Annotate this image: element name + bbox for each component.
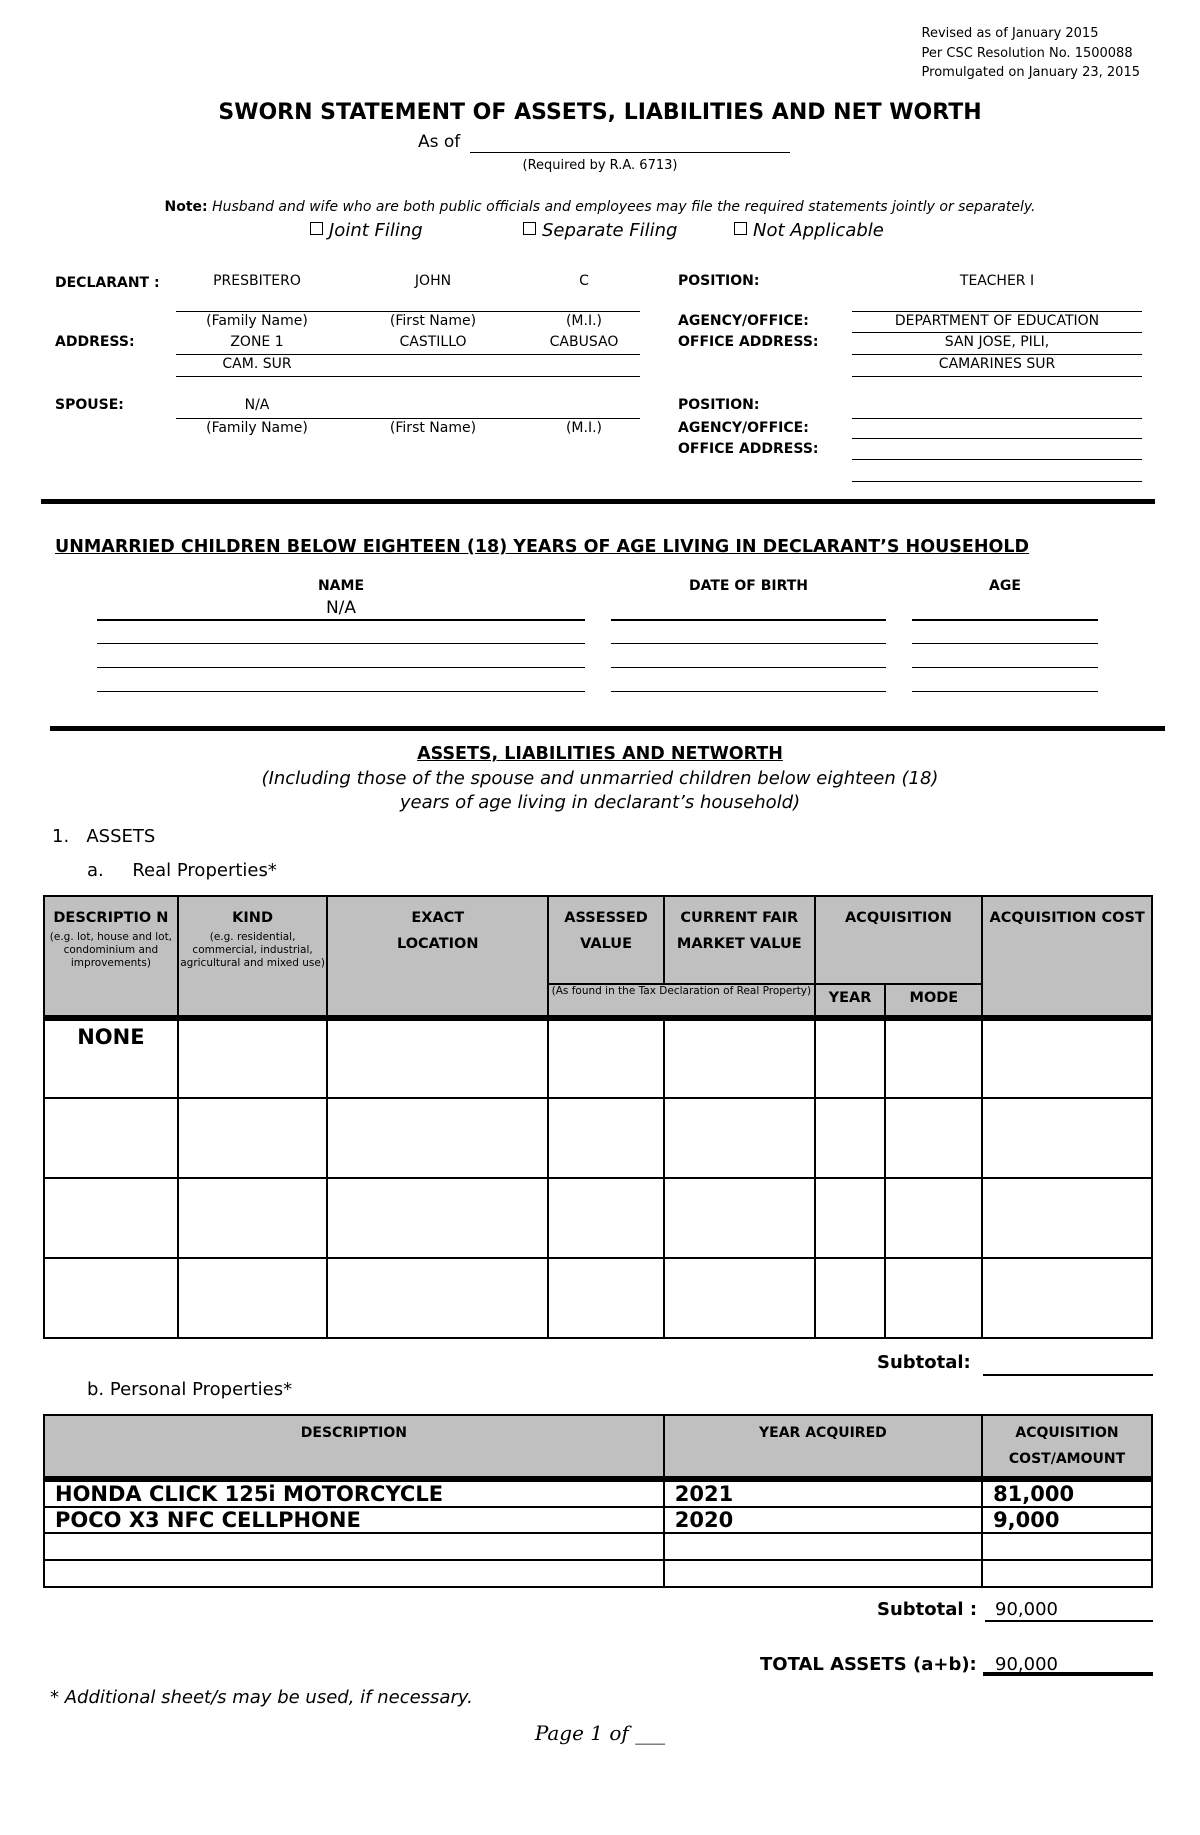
table-cell[interactable] [664, 1258, 815, 1338]
personal-properties-table [43, 1414, 1153, 1588]
personal-description-cell[interactable]: HONDA CLICK 125i MOTORCYCLE [44, 1479, 664, 1507]
child-name-line[interactable] [97, 667, 585, 668]
declarant-first-name[interactable]: JOHN [414, 273, 452, 289]
position-value[interactable]: TEACHER I [959, 273, 1035, 289]
personal-cost-cell[interactable]: 81,000 [982, 1479, 1152, 1507]
alnw-subtitle-2: years of age living in declarant’s household) [399, 792, 801, 813]
table-cell[interactable] [815, 1258, 886, 1338]
child-age-line[interactable] [912, 643, 1098, 644]
table-cell[interactable] [327, 1258, 548, 1338]
th-description-note: (e.g. lot, house and lot, condominium and improvements) [49, 931, 173, 969]
table-cell[interactable] [178, 1178, 328, 1258]
th-personal-description: DESCRIPTION [44, 1415, 664, 1479]
child-age-line[interactable] [912, 667, 1098, 668]
table-cell[interactable] [815, 1018, 886, 1098]
child-dob-line[interactable] [611, 667, 886, 668]
personal-description-cell[interactable]: POCO X3 NFC CELLPHONE [44, 1507, 664, 1533]
note-text: Husband and wife who are both public officials and employees may file the required statements jointly or separately. [212, 199, 1036, 215]
table-row [44, 1018, 1152, 1098]
as-of-label: As of [418, 132, 461, 152]
address-line-1 [176, 354, 640, 355]
table-cell[interactable] [982, 1018, 1152, 1098]
spouse-position-label: POSITION: [678, 397, 760, 413]
personal-properties-heading: b. Personal Properties* [87, 1379, 293, 1400]
children-heading: UNMARRIED CHILDREN BELOW EIGHTEEN (18) YEARS OF AGE LIVING IN DECLARANT’S HOUSEHOLD [55, 537, 1030, 557]
child-name-line[interactable] [97, 619, 585, 621]
address-line-1-part-1[interactable]: ZONE 1 [230, 334, 284, 350]
personal-year-cell[interactable]: 2020 [664, 1507, 982, 1533]
th-market: CURRENT FAIR MARKET VALUE [664, 896, 815, 984]
checkbox-icon [734, 222, 747, 235]
table-row [44, 1533, 1152, 1560]
th-personal-cost: ACQUISITION COST/AMOUNT [982, 1415, 1152, 1479]
personal-year-cell[interactable]: 2021 [664, 1479, 982, 1507]
table-row [44, 1507, 1152, 1533]
table-row [44, 1560, 1152, 1587]
form-title: SWORN STATEMENT OF ASSETS, LIABILITIES AND NET WORTH [218, 100, 982, 125]
separate-filing-label: Separate Filing [542, 220, 678, 241]
table-cell[interactable] [664, 1018, 815, 1098]
address-line-1-part-2[interactable]: CASTILLO [399, 334, 467, 350]
office-address-label: OFFICE ADDRESS: [678, 334, 819, 350]
real-properties-heading: a. Real Properties* [87, 860, 277, 881]
table-cell[interactable] [327, 1018, 548, 1098]
th-value-note-text: (As found in the Tax Declaration of Real Property) [551, 985, 812, 997]
child-dob-line[interactable] [611, 691, 886, 692]
th-description-label: DESCRIPTIO N [53, 910, 169, 926]
th-cost: ACQUISITION COST [982, 896, 1152, 1018]
table-cell[interactable] [982, 1178, 1152, 1258]
spouse-mi-caption: (M.I.) [565, 420, 603, 436]
table-cell[interactable] [327, 1098, 548, 1178]
as-of-field[interactable] [470, 152, 790, 153]
child-age-line[interactable] [912, 691, 1098, 692]
spouse-label: SPOUSE: [55, 397, 124, 413]
table-cell[interactable] [44, 1098, 178, 1178]
family-name-caption: (Family Name) [206, 313, 308, 329]
table-cell[interactable] [178, 1258, 328, 1338]
child-dob-line[interactable] [611, 643, 886, 644]
spouse-name-line [176, 418, 640, 419]
spouse-office-address-label: OFFICE ADDRESS: [678, 441, 819, 457]
table-cell[interactable] [664, 1098, 815, 1178]
address-label: ADDRESS: [55, 334, 135, 350]
spouse-office-address-field-2[interactable] [852, 481, 1142, 482]
agency-label: AGENCY/OFFICE: [678, 313, 809, 329]
personal-cost-cell[interactable] [982, 1533, 1152, 1560]
children-name-value[interactable]: N/A [325, 598, 357, 618]
revision-info [922, 24, 1140, 83]
not-applicable-checkbox[interactable] [734, 220, 884, 241]
table-cell[interactable] [548, 1098, 664, 1178]
checkbox-icon [523, 222, 536, 235]
table-row [44, 1479, 1152, 1507]
th-location: EXACT LOCATION [327, 896, 548, 1018]
agency-top-rule [852, 311, 1142, 312]
child-age-line[interactable] [912, 619, 1098, 621]
declarant-mi[interactable]: C [579, 273, 589, 289]
table-cell[interactable] [178, 1018, 328, 1098]
not-applicable-label: Not Applicable [753, 220, 884, 241]
th-kind-note: (e.g. residential, commercial, industrial, agricultural and mixed use) [180, 931, 325, 969]
table-cell[interactable] [178, 1098, 328, 1178]
joint-filing-label: Joint Filing [329, 220, 423, 241]
table-cell[interactable]: NONE [44, 1018, 178, 1098]
spouse-office-address-field[interactable] [852, 459, 1142, 460]
table-cell[interactable] [885, 1258, 982, 1338]
table-cell[interactable] [548, 1258, 664, 1338]
agency-value[interactable]: DEPARTMENT OF EDUCATION [894, 313, 1100, 329]
revision-line-1: Revised as of January 2015 [921, 26, 1099, 41]
joint-filing-checkbox[interactable] [310, 220, 423, 241]
required-by: (Required by R.A. 6713) [522, 158, 678, 173]
spouse-position-field[interactable] [852, 418, 1142, 419]
declarant-label: DECLARANT : [55, 275, 160, 291]
note-label: Note: [164, 199, 208, 215]
spouse-family-caption: (Family Name) [206, 420, 308, 436]
table-row [44, 1178, 1152, 1258]
address-line-2-rule [176, 376, 640, 377]
total-assets-value[interactable]: 90,000 [983, 1654, 1153, 1676]
personal-year-cell[interactable] [664, 1560, 982, 1587]
th-personal-year: YEAR ACQUIRED [664, 1415, 982, 1479]
mi-caption: (M.I.) [565, 313, 603, 329]
section-divider-2 [50, 726, 1165, 731]
personal-year-cell[interactable] [664, 1533, 982, 1560]
office-address-rule-2 [852, 376, 1142, 377]
children-dob-header: DATE OF BIRTH [689, 578, 808, 594]
table-cell[interactable] [885, 1098, 982, 1178]
address-line-1-part-3[interactable]: CABUSAO [549, 334, 619, 350]
th-description [44, 896, 178, 1018]
personal-description-cell[interactable] [44, 1533, 664, 1560]
real-properties-table [43, 895, 1153, 1339]
table-cell[interactable] [885, 1018, 982, 1098]
separate-filing-checkbox[interactable] [523, 220, 677, 241]
children-name-header: NAME [317, 578, 365, 594]
table-cell[interactable] [44, 1258, 178, 1338]
total-assets-label: TOTAL ASSETS (a+b): [760, 1654, 977, 1675]
checkbox-icon [310, 222, 323, 235]
table-cell[interactable] [548, 1178, 664, 1258]
spouse-agency-label: AGENCY/OFFICE: [678, 420, 809, 436]
table-row [44, 1098, 1152, 1178]
table-row [44, 1258, 1152, 1338]
spouse-agency-field[interactable] [852, 438, 1142, 439]
personal-cost-cell[interactable] [982, 1560, 1152, 1587]
table-cell[interactable] [982, 1098, 1152, 1178]
assets-heading: 1. ASSETS [52, 826, 156, 847]
personal-cost-cell[interactable]: 9,000 [982, 1507, 1152, 1533]
page-number: Page 1 of ___ [534, 1721, 666, 1745]
office-address-line-1[interactable]: SAN JOSE, PILI, [944, 334, 1050, 350]
position-label: POSITION: [678, 273, 760, 289]
agency-rule [852, 332, 1142, 333]
table-cell[interactable] [44, 1178, 178, 1258]
address-line-2[interactable]: CAM. SUR [222, 356, 292, 372]
child-name-line[interactable] [97, 691, 585, 692]
th-value-note [548, 984, 814, 1018]
table-cell[interactable] [982, 1258, 1152, 1338]
spouse-first-caption: (First Name) [389, 420, 477, 436]
real-subtotal-value[interactable] [983, 1352, 1153, 1376]
filing-note [0, 199, 1200, 215]
office-address-rule-1 [852, 354, 1142, 355]
table-cell[interactable] [664, 1178, 815, 1258]
table-cell[interactable] [815, 1178, 886, 1258]
section-divider [41, 499, 1155, 504]
personal-subtotal-value[interactable]: 90,000 [985, 1599, 1153, 1622]
revision-line-3: Promulgated on January 23, 2015 [921, 65, 1140, 80]
real-subtotal-label: Subtotal: [877, 1352, 971, 1373]
th-year: YEAR [815, 984, 886, 1018]
revision-line-2: Per CSC Resolution No. 1500088 [921, 45, 1133, 61]
office-address-line-2[interactable]: CAMARINES SUR [938, 356, 1056, 372]
th-kind [178, 896, 328, 1018]
declarant-name-line [176, 311, 640, 312]
declarant-family-name[interactable]: PRESBITERO [213, 273, 301, 289]
personal-description-cell[interactable] [44, 1560, 664, 1587]
th-kind-label: KIND [232, 910, 273, 926]
children-age-header: AGE [989, 578, 1021, 594]
alnw-subtitle-1: (Including those of the spouse and unmarried children below eighteen (18) [261, 768, 939, 789]
table-cell[interactable] [885, 1178, 982, 1258]
personal-subtotal-label: Subtotal : [877, 1599, 978, 1620]
table-cell[interactable] [815, 1098, 886, 1178]
spouse-family-name[interactable]: N/A [244, 397, 270, 413]
table-cell[interactable] [548, 1018, 664, 1098]
child-name-line[interactable] [97, 643, 585, 644]
table-cell[interactable] [327, 1178, 548, 1258]
th-acquisition: ACQUISITION [815, 896, 983, 984]
th-assessed: ASSESSED VALUE [548, 896, 664, 984]
alnw-heading: ASSETS, LIABILITIES AND NETWORTH [417, 744, 783, 764]
footnote: * Additional sheet/s may be used, if necessary. [50, 1687, 473, 1708]
first-name-caption: (First Name) [389, 313, 477, 329]
th-mode: MODE [885, 984, 982, 1018]
child-dob-line[interactable] [611, 619, 886, 621]
